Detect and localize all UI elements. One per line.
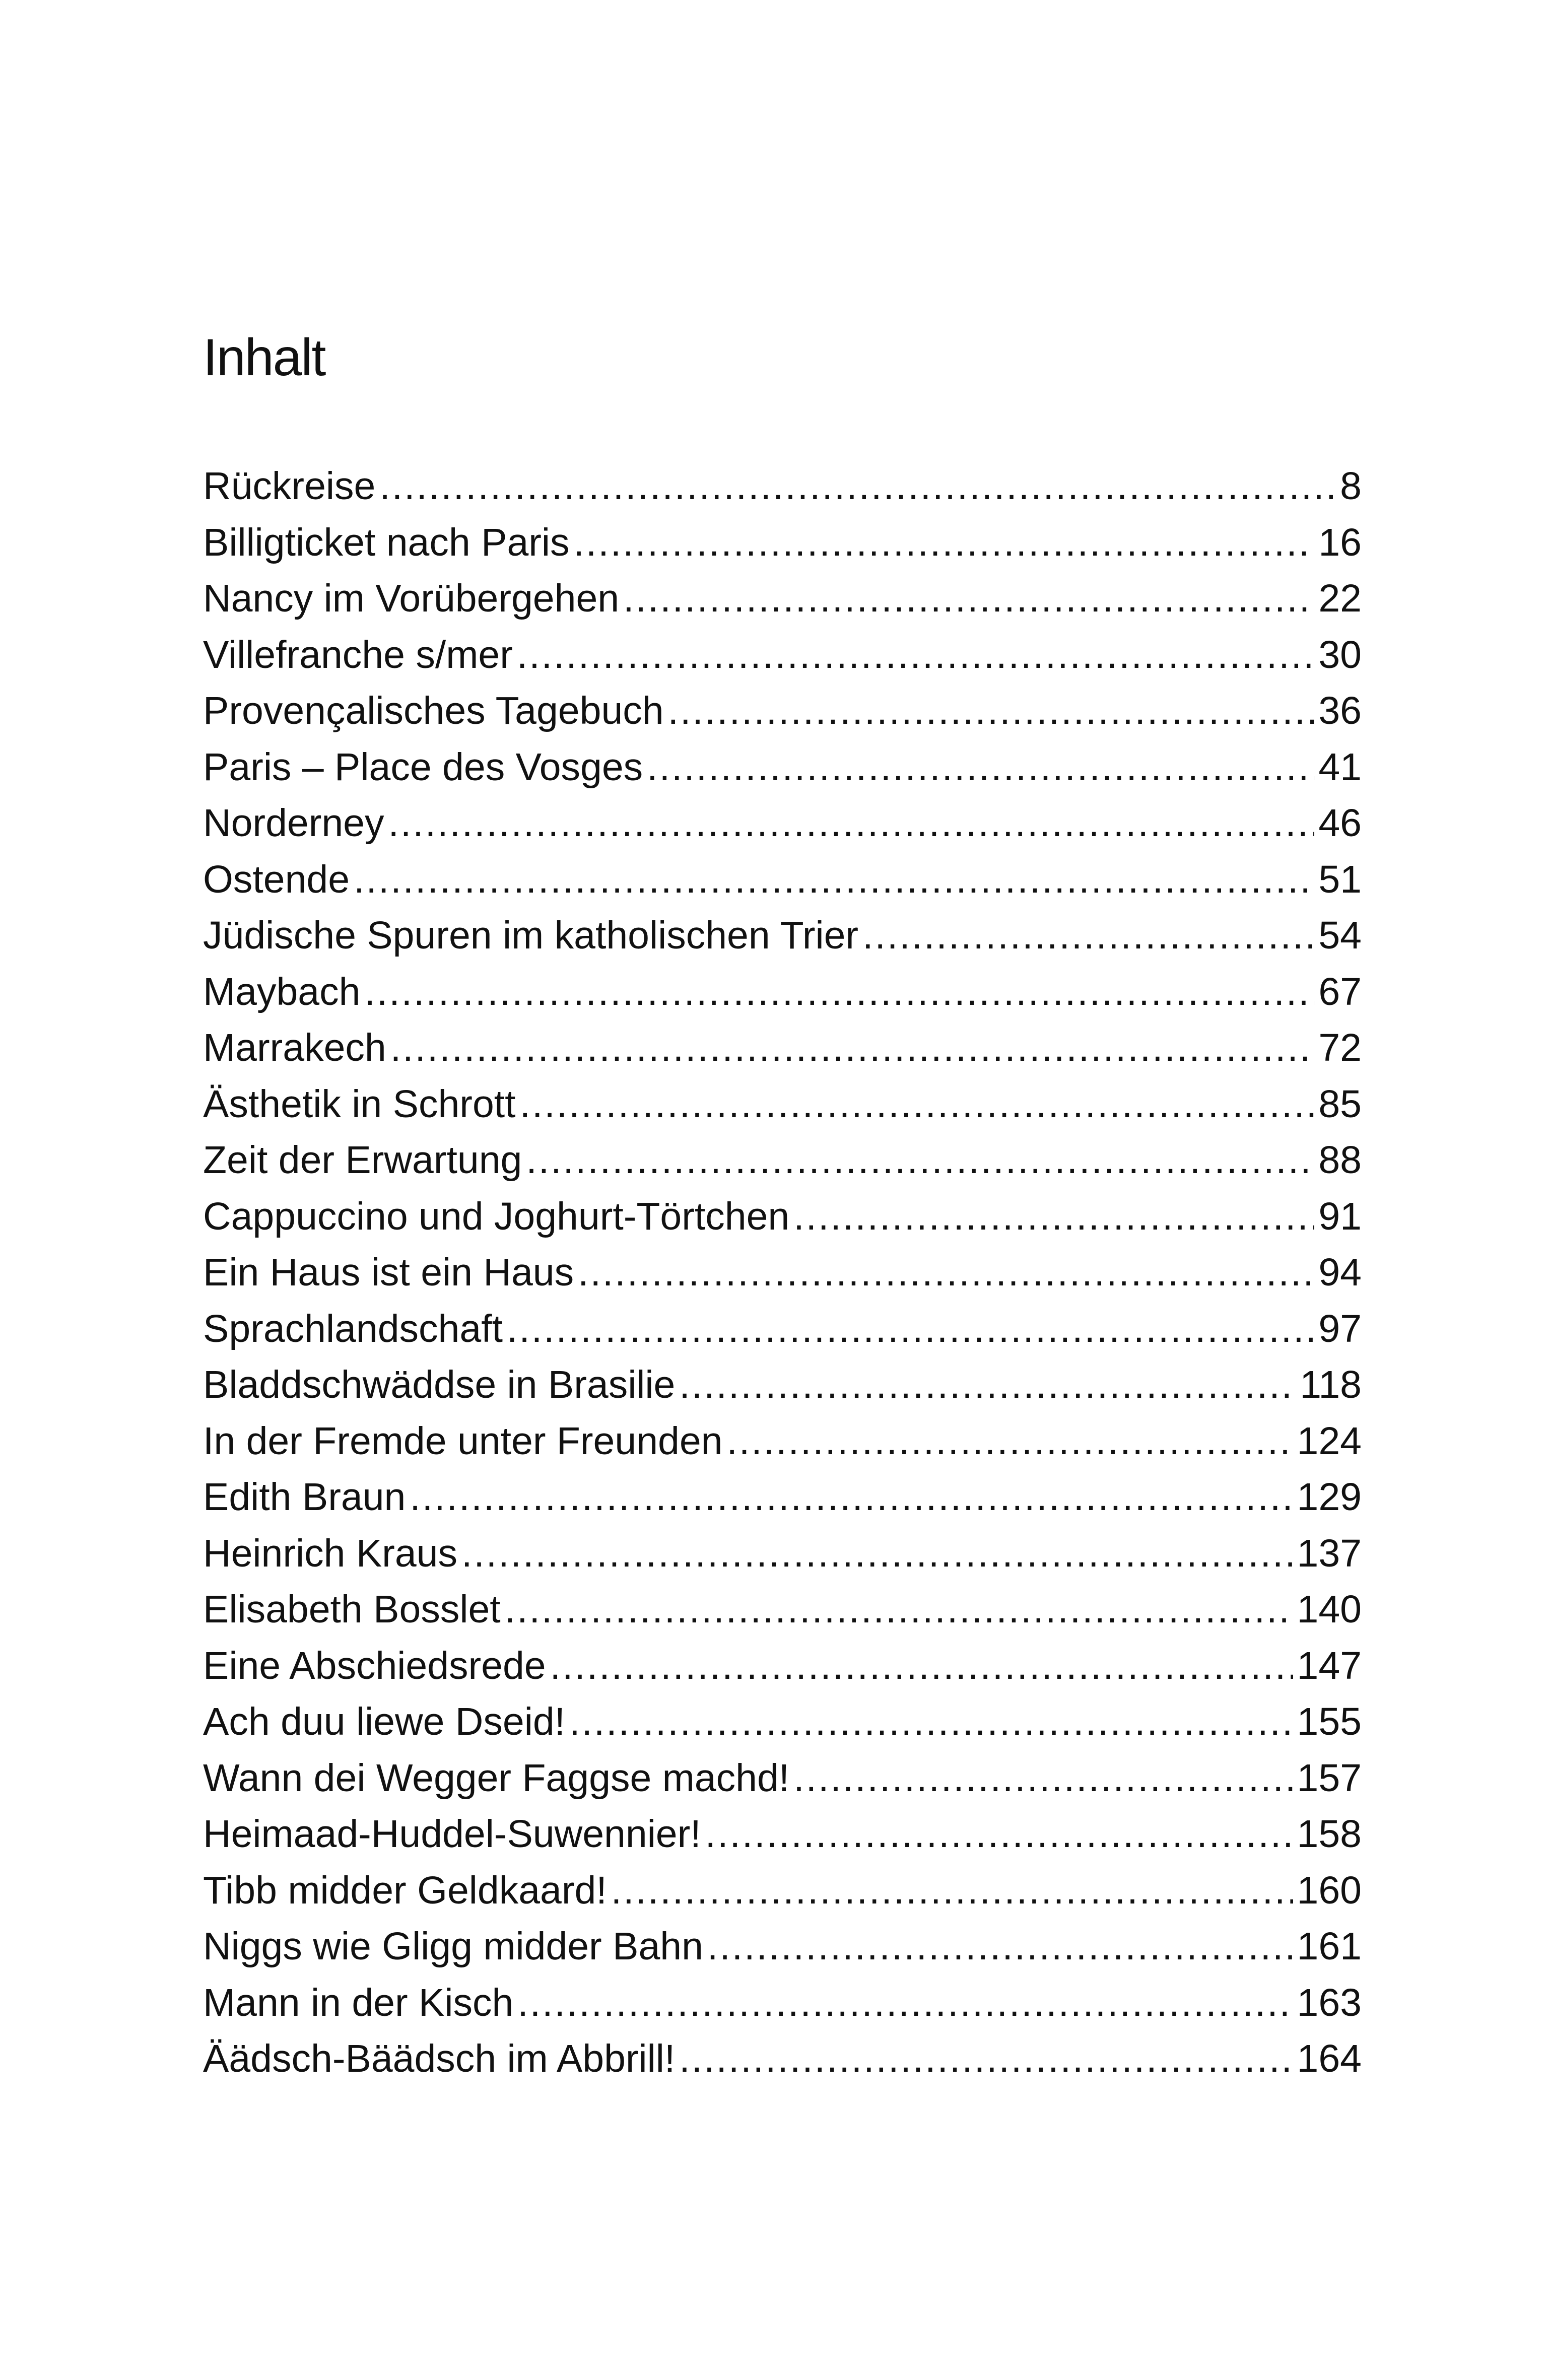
toc-dot-leader <box>705 1806 1293 1863</box>
toc-dot-leader <box>517 627 1315 684</box>
toc-dot-leader <box>611 1863 1293 1919</box>
toc-dot-leader <box>505 1582 1293 1638</box>
toc-entry-page: 36 <box>1318 689 1362 732</box>
toc-entry-page: 155 <box>1297 1700 1362 1743</box>
toc-entry <box>203 1413 1362 1470</box>
toc-entry-page: 137 <box>1297 1531 1362 1575</box>
toc-entry <box>203 683 1362 739</box>
toc-entry-title: Ach duu liewe Dseid! <box>203 1700 566 1743</box>
toc-entry-page: 72 <box>1318 1026 1362 1069</box>
toc-entry <box>203 1020 1362 1076</box>
toc-entry-title: Zeit der Erwartung <box>203 1138 522 1182</box>
toc-entry-title: Jüdische Spuren im katholischen Trier <box>203 914 859 957</box>
toc-entry <box>203 964 1362 1021</box>
toc-entry-title: Wann dei Wegger Faggse machd! <box>203 1756 790 1800</box>
toc-entry <box>203 1469 1362 1526</box>
toc-entry <box>203 458 1362 515</box>
toc-dot-leader <box>379 458 1336 515</box>
toc-entry-title: Marrakech <box>203 1026 386 1069</box>
toc-entry-title: Ostende <box>203 857 350 901</box>
toc-dot-leader <box>507 1301 1314 1357</box>
toc-entry <box>203 1582 1362 1638</box>
toc-dot-leader <box>793 1750 1293 1807</box>
toc-dot-leader <box>574 515 1315 571</box>
toc-entry-page: 158 <box>1297 1812 1362 1856</box>
toc-entry-page: 160 <box>1297 1868 1362 1912</box>
toc-dot-leader <box>569 1694 1293 1750</box>
toc-entry <box>203 515 1362 571</box>
toc-entry-title: Paris – Place des Vosges <box>203 745 643 789</box>
toc-entry-page: 30 <box>1318 633 1362 676</box>
toc-entry <box>203 908 1362 964</box>
toc-entry-page: 16 <box>1318 520 1362 564</box>
toc-entry-page: 161 <box>1297 1925 1362 1968</box>
toc-entry <box>203 1132 1362 1189</box>
toc-entry-page: 85 <box>1318 1082 1362 1126</box>
toc-entry-page: 164 <box>1297 2037 1362 2080</box>
toc-dot-leader <box>354 852 1314 908</box>
toc-entry <box>203 1694 1362 1750</box>
toc-entry <box>203 1245 1362 1301</box>
toc-entry-page: 118 <box>1300 1363 1362 1406</box>
toc-entry-title: Heinrich Kraus <box>203 1531 457 1575</box>
toc-entry <box>203 1301 1362 1357</box>
toc-entry-title: Ein Haus ist ein Haus <box>203 1251 574 1294</box>
toc-list <box>203 458 1362 2087</box>
toc-entry-page: 22 <box>1318 577 1362 620</box>
toc-entry-title: Maybach <box>203 970 361 1013</box>
toc-dot-leader <box>679 2031 1293 2087</box>
toc-entry-title: Villefranche s/mer <box>203 633 513 676</box>
toc-entry-title: Äädsch-Bäädsch im Abbrill! <box>203 2037 676 2080</box>
toc-entry <box>203 1189 1362 1245</box>
toc-entry-page: 163 <box>1297 1981 1362 2024</box>
toc-entry <box>203 739 1362 796</box>
toc-entry-title: Bladdschwäddse in Brasilie <box>203 1363 676 1406</box>
toc-entry-title: Elisabeth Bosslet <box>203 1588 501 1631</box>
toc-dot-leader <box>517 1975 1293 2031</box>
toc-entry-title: Cappuccino und Joghurt-Törtchen <box>203 1194 790 1238</box>
toc-dot-leader <box>647 739 1314 796</box>
toc-dot-leader <box>862 908 1314 964</box>
toc-dot-leader <box>727 1413 1293 1470</box>
toc-dot-leader <box>520 1076 1315 1133</box>
toc-entry <box>203 571 1362 627</box>
toc-entry-title: Niggs wie Gligg midder Bahn <box>203 1925 703 1968</box>
toc-entry-title: Nancy im Vorübergehen <box>203 577 620 620</box>
toc-entry-page: 140 <box>1297 1588 1362 1631</box>
toc-entry-page: 147 <box>1297 1644 1362 1687</box>
toc-dot-leader <box>526 1132 1314 1189</box>
toc-entry-title: Tibb midder Geldkaard! <box>203 1868 607 1912</box>
toc-entry-page: 94 <box>1318 1251 1362 1294</box>
toc-entry-title: Billigticket nach Paris <box>203 520 570 564</box>
toc-dot-leader <box>388 795 1315 852</box>
toc-entry <box>203 2031 1362 2087</box>
toc-entry <box>203 1863 1362 1919</box>
toc-entry-page: 88 <box>1318 1138 1362 1182</box>
toc-entry <box>203 1975 1362 2031</box>
toc-dot-leader <box>550 1638 1293 1694</box>
toc-dot-leader <box>410 1469 1293 1526</box>
toc-entry-title: Edith Braun <box>203 1475 406 1519</box>
toc-entry-title: Provençalisches Tagebuch <box>203 689 664 732</box>
toc-dot-leader <box>668 683 1315 739</box>
toc-entry-title: Norderney <box>203 801 384 845</box>
toc-dot-leader <box>623 571 1314 627</box>
toc-entry-page: 51 <box>1318 857 1362 901</box>
toc-dot-leader <box>390 1020 1315 1076</box>
toc-entry-page: 46 <box>1318 801 1362 845</box>
toc-entry <box>203 1076 1362 1133</box>
toc-entry-title: Eine Abschiedsrede <box>203 1644 546 1687</box>
toc-dot-leader <box>364 964 1314 1021</box>
toc-entry <box>203 1638 1362 1694</box>
toc-dot-leader <box>793 1189 1314 1245</box>
toc-entry-page: 67 <box>1318 970 1362 1013</box>
toc-entry-page: 41 <box>1318 745 1362 789</box>
toc-entry-title: In der Fremde unter Freunden <box>203 1419 723 1463</box>
toc-entry <box>203 1750 1362 1807</box>
toc-entry-title: Mann in der Kisch <box>203 1981 514 2024</box>
toc-entry-page: 91 <box>1318 1194 1362 1238</box>
toc-entry-page: 124 <box>1297 1419 1362 1463</box>
toc-entry <box>203 795 1362 852</box>
toc-dot-leader <box>679 1357 1296 1413</box>
toc-entry-page: 8 <box>1340 464 1362 508</box>
toc-entry <box>203 1806 1362 1863</box>
toc-entry <box>203 852 1362 908</box>
toc-entry-page: 97 <box>1318 1307 1362 1350</box>
toc-entry <box>203 627 1362 684</box>
toc-entry <box>203 1357 1362 1413</box>
toc-entry-title: Heimaad-Huddel-Suwennier! <box>203 1812 701 1856</box>
toc-entry-page: 54 <box>1318 914 1362 957</box>
toc-entry-title: Rückreise <box>203 464 376 508</box>
toc-entry-title: Sprachlandschaft <box>203 1307 503 1350</box>
toc-entry-page: 157 <box>1297 1756 1362 1800</box>
toc-dot-leader <box>578 1245 1314 1301</box>
toc-heading: Inhalt <box>203 328 325 387</box>
toc-dot-leader <box>707 1919 1293 1975</box>
toc-entry-title: Ästhetik in Schrott <box>203 1082 516 1126</box>
toc-entry <box>203 1526 1362 1582</box>
toc-entry <box>203 1919 1362 1975</box>
toc-dot-leader <box>461 1526 1293 1582</box>
toc-entry-page: 129 <box>1297 1475 1362 1519</box>
